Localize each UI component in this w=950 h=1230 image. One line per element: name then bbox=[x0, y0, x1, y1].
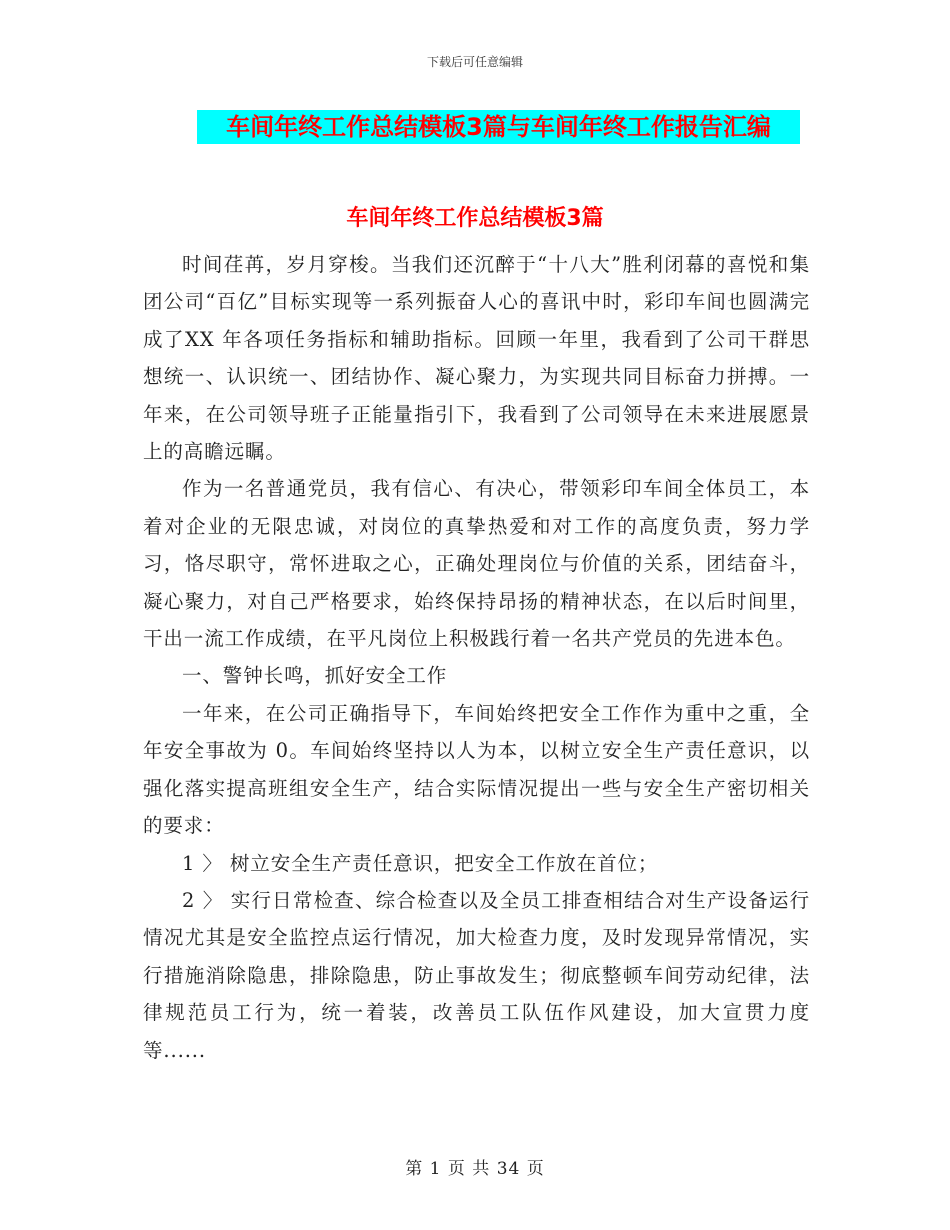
list-item-1: 1 〉 树立安全生产责任意识，把安全工作放在首位； bbox=[182, 851, 659, 875]
main-title: 车间年终工作总结模板3篇与车间年终工作报告汇编 bbox=[197, 110, 800, 144]
list-item-2: 2 〉 实行日常检查、综合检查以及全员工排查相结合对生产设备运行情况尤其是安全监控点运行情况，加大检查力度，及时发现异常情况，实行措施消除隐患，排除隐患，防止事故发生；彻底整顿车间劳动纪律，法律规范员工行为，统一着装，改善员工队伍作风建设，加大宣贯力度等...... bbox=[143, 888, 810, 1062]
document-body bbox=[143, 246, 810, 1069]
section-heading-safety: 一、警钟长鸣，抓好安全工作 bbox=[182, 664, 448, 688]
paragraph-safety: 一年来，在公司正确指导下，车间始终把安全工作作为重中之重，全年安全事故为 0。车间始终坚持以人为本，以树立安全生产责任意识，以强化落实提高班组安全生产，结合实际情况提出一些与安全生产密切相关的要求： bbox=[143, 701, 810, 838]
page-number: 第 1 页 共 34 页 bbox=[405, 1159, 545, 1179]
sub-title: 车间年终工作总结模板3篇 bbox=[346, 206, 604, 231]
paragraph-intro: 时间荏苒，岁月穿梭。当我们还沉醉于“十八大”胜利闭幕的喜悦和集团公司“百亿”目标实现等一系列振奋人心的喜讯中时，彩印车间也圆满完成了XX 年各项任务指标和辅助指标。回顾一年里，我看到了公司干群思想统一、认识统一、团结协作、凝心聚力，为实现共同目标奋力拼搏。一年来，在公司领导班子正能量指引下，我看到了公司领导在未来进展愿景上的高瞻远瞩。 bbox=[143, 253, 810, 464]
header-note: 下载后可任意编辑 bbox=[426, 55, 523, 69]
paragraph-commitment: 作为一名普通党员，我有信心、有决心，带领彩印车间全体员工，本着对企业的无限忠诚，对岗位的真挚热爱和对工作的高度负责，努力学习，恪尽职守，常怀进取之心，正确处理岗位与价值的关系，团结奋斗，凝心聚力，对自己严格要求，始终保持昂扬的精神状态，在以后时间里，干出一流工作成绩，在平凡岗位上积极践行着一名共产党员的先进本色。 bbox=[143, 477, 810, 651]
